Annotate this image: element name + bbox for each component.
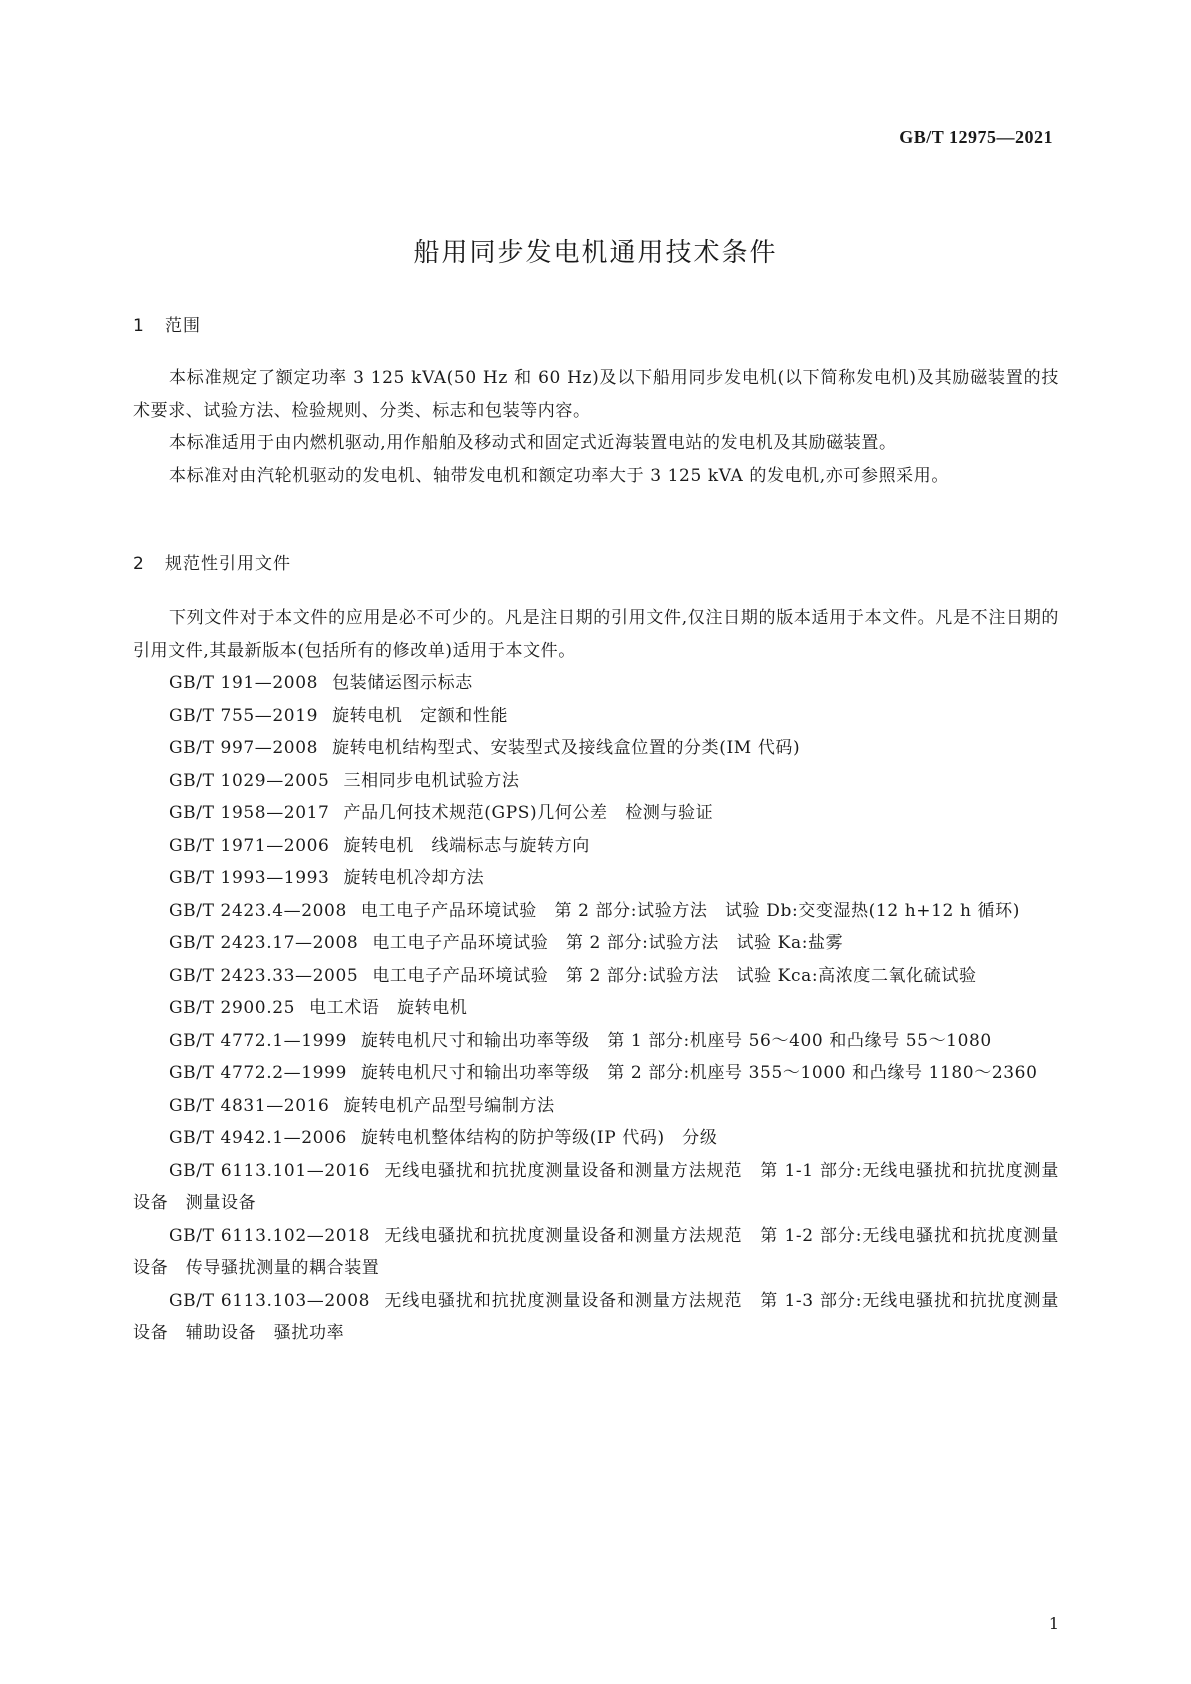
- reference-list: [133, 667, 1059, 1350]
- reference-entry: [133, 797, 1059, 830]
- reference-entry: [133, 1025, 1059, 1058]
- reference-entry: [133, 895, 1059, 928]
- reference-code: GB/T 4942.1—2006: [169, 1128, 347, 1148]
- reference-title: 产品几何技术规范(GPS)几何公差 检测与验证: [343, 803, 714, 823]
- reference-title: 旋转电机整体结构的防护等级(IP 代码) 分级: [360, 1128, 718, 1148]
- references-intro: 下列文件对于本文件的应用是必不可少的。凡是注日期的引用文件,仅注日期的版本适用于本文件。凡是不注日期的引用文件,其最新版本(包括所有的修改单)适用于本文件。: [133, 608, 1059, 661]
- reference-title: 无线电骚扰和抗扰度测量设备和测量方法规范 第 1-3 部分:无线电骚扰和抗扰度测量设备 辅助设备 骚扰功率: [133, 1290, 1059, 1343]
- reference-title: 无线电骚扰和抗扰度测量设备和测量方法规范 第 1-1 部分:无线电骚扰和抗扰度测量设备 测量设备: [133, 1160, 1059, 1213]
- scope-paragraph: 本标准适用于由内燃机驱动,用作船舶及移动式和固定式近海装置电站的发电机及其励磁装置。: [169, 433, 897, 453]
- reference-code: GB/T 4772.1—1999: [169, 1030, 347, 1051]
- reference-title: 旋转电机尺寸和输出功率等级 第 1 部分:机座号 56～400 和凸缘号 55～1080: [360, 1030, 992, 1051]
- reference-code: GB/T 1029—2005: [169, 770, 330, 791]
- section-1-body: [133, 362, 1059, 492]
- page-number: 1: [1048, 1614, 1059, 1633]
- reference-entry: [133, 1090, 1059, 1123]
- section-1-heading: [133, 311, 201, 336]
- reference-entry: [133, 700, 1059, 733]
- reference-title: 电工术语 旋转电机: [309, 998, 468, 1018]
- reference-code: GB/T 1993—1993: [169, 868, 330, 888]
- section-2-body: [133, 602, 1059, 1350]
- section-1-title: 范围: [165, 316, 201, 336]
- reference-entry: [133, 1285, 1059, 1350]
- reference-entry: [133, 667, 1059, 700]
- reference-entry: [133, 862, 1059, 895]
- section-2-title: 规范性引用文件: [165, 554, 291, 574]
- reference-title: 包装储运图示标志: [332, 673, 473, 693]
- reference-entry: [133, 732, 1059, 765]
- reference-entry: [133, 830, 1059, 863]
- reference-code: GB/T 6113.101—2016: [169, 1160, 371, 1181]
- reference-title: 旋转电机产品型号编制方法: [343, 1095, 555, 1116]
- reference-title: 无线电骚扰和抗扰度测量设备和测量方法规范 第 1-2 部分:无线电骚扰和抗扰度测量设备 传导骚扰测量的耦合装置: [133, 1225, 1059, 1278]
- reference-entry: [133, 1122, 1059, 1155]
- reference-title: 电工电子产品环境试验 第 2 部分:试验方法 试验 Ka:盐雾: [372, 933, 844, 953]
- section-2-number: 2: [133, 554, 145, 574]
- reference-code: GB/T 755—2019: [169, 705, 319, 726]
- reference-code: GB/T 2900.25: [169, 998, 296, 1018]
- reference-title: 旋转电机结构型式、安装型式及接线盒位置的分类(IM 代码): [332, 738, 801, 758]
- section-2-heading: [133, 549, 291, 574]
- reference-entry: [133, 992, 1059, 1025]
- reference-code: GB/T 6113.102—2018: [169, 1225, 371, 1246]
- scope-paragraph: 本标准对由汽轮机驱动的发电机、轴带发电机和额定功率大于 3 125 kVA 的发电机,亦可参照采用。: [169, 465, 949, 486]
- reference-title: 旋转电机 定额和性能: [332, 705, 509, 726]
- document-title: 船用同步发电机通用技术条件: [413, 238, 778, 268]
- reference-title: 旋转电机尺寸和输出功率等级 第 2 部分:机座号 355～1000 和凸缘号 1180～2360: [360, 1063, 1038, 1083]
- reference-code: GB/T 2423.17—2008: [169, 933, 359, 953]
- reference-title: 电工电子产品环境试验 第 2 部分:试验方法 试验 Kca:高浓度二氧化硫试验: [372, 965, 977, 986]
- reference-entry: [133, 960, 1059, 993]
- reference-code: GB/T 191—2008: [169, 673, 319, 693]
- reference-entry: [133, 765, 1059, 798]
- reference-entry: [133, 1220, 1059, 1285]
- reference-title: 三相同步电机试验方法: [343, 770, 520, 791]
- reference-entry: [133, 1155, 1059, 1220]
- reference-code: GB/T 1971—2006: [169, 835, 330, 856]
- reference-entry: [133, 1057, 1059, 1090]
- reference-code: GB/T 997—2008: [169, 738, 319, 758]
- reference-title: 电工电子产品环境试验 第 2 部分:试验方法 试验 Db:交变湿热(12 h+12 h 循环): [360, 900, 1020, 921]
- reference-entry: [133, 927, 1059, 960]
- reference-code: GB/T 4772.2—1999: [169, 1063, 347, 1083]
- reference-code: GB/T 2423.4—2008: [169, 900, 347, 921]
- reference-title: 旋转电机冷却方法: [343, 868, 485, 888]
- reference-code: GB/T 1958—2017: [169, 803, 330, 823]
- standard-number: GB/T 12975—2021: [899, 127, 1053, 147]
- reference-code: GB/T 6113.103—2008: [169, 1290, 371, 1311]
- scope-paragraph: 本标准规定了额定功率 3 125 kVA(50 Hz 和 60 Hz)及以下船用同步发电机(以下简称发电机)及其励磁装置的技术要求、试验方法、检验规则、分类、标志和包装等内容。: [133, 368, 1059, 421]
- reference-title: 旋转电机 线端标志与旋转方向: [343, 835, 590, 856]
- section-1-number: 1: [133, 316, 145, 336]
- reference-code: GB/T 2423.33—2005: [169, 965, 359, 986]
- reference-code: GB/T 4831—2016: [169, 1095, 330, 1116]
